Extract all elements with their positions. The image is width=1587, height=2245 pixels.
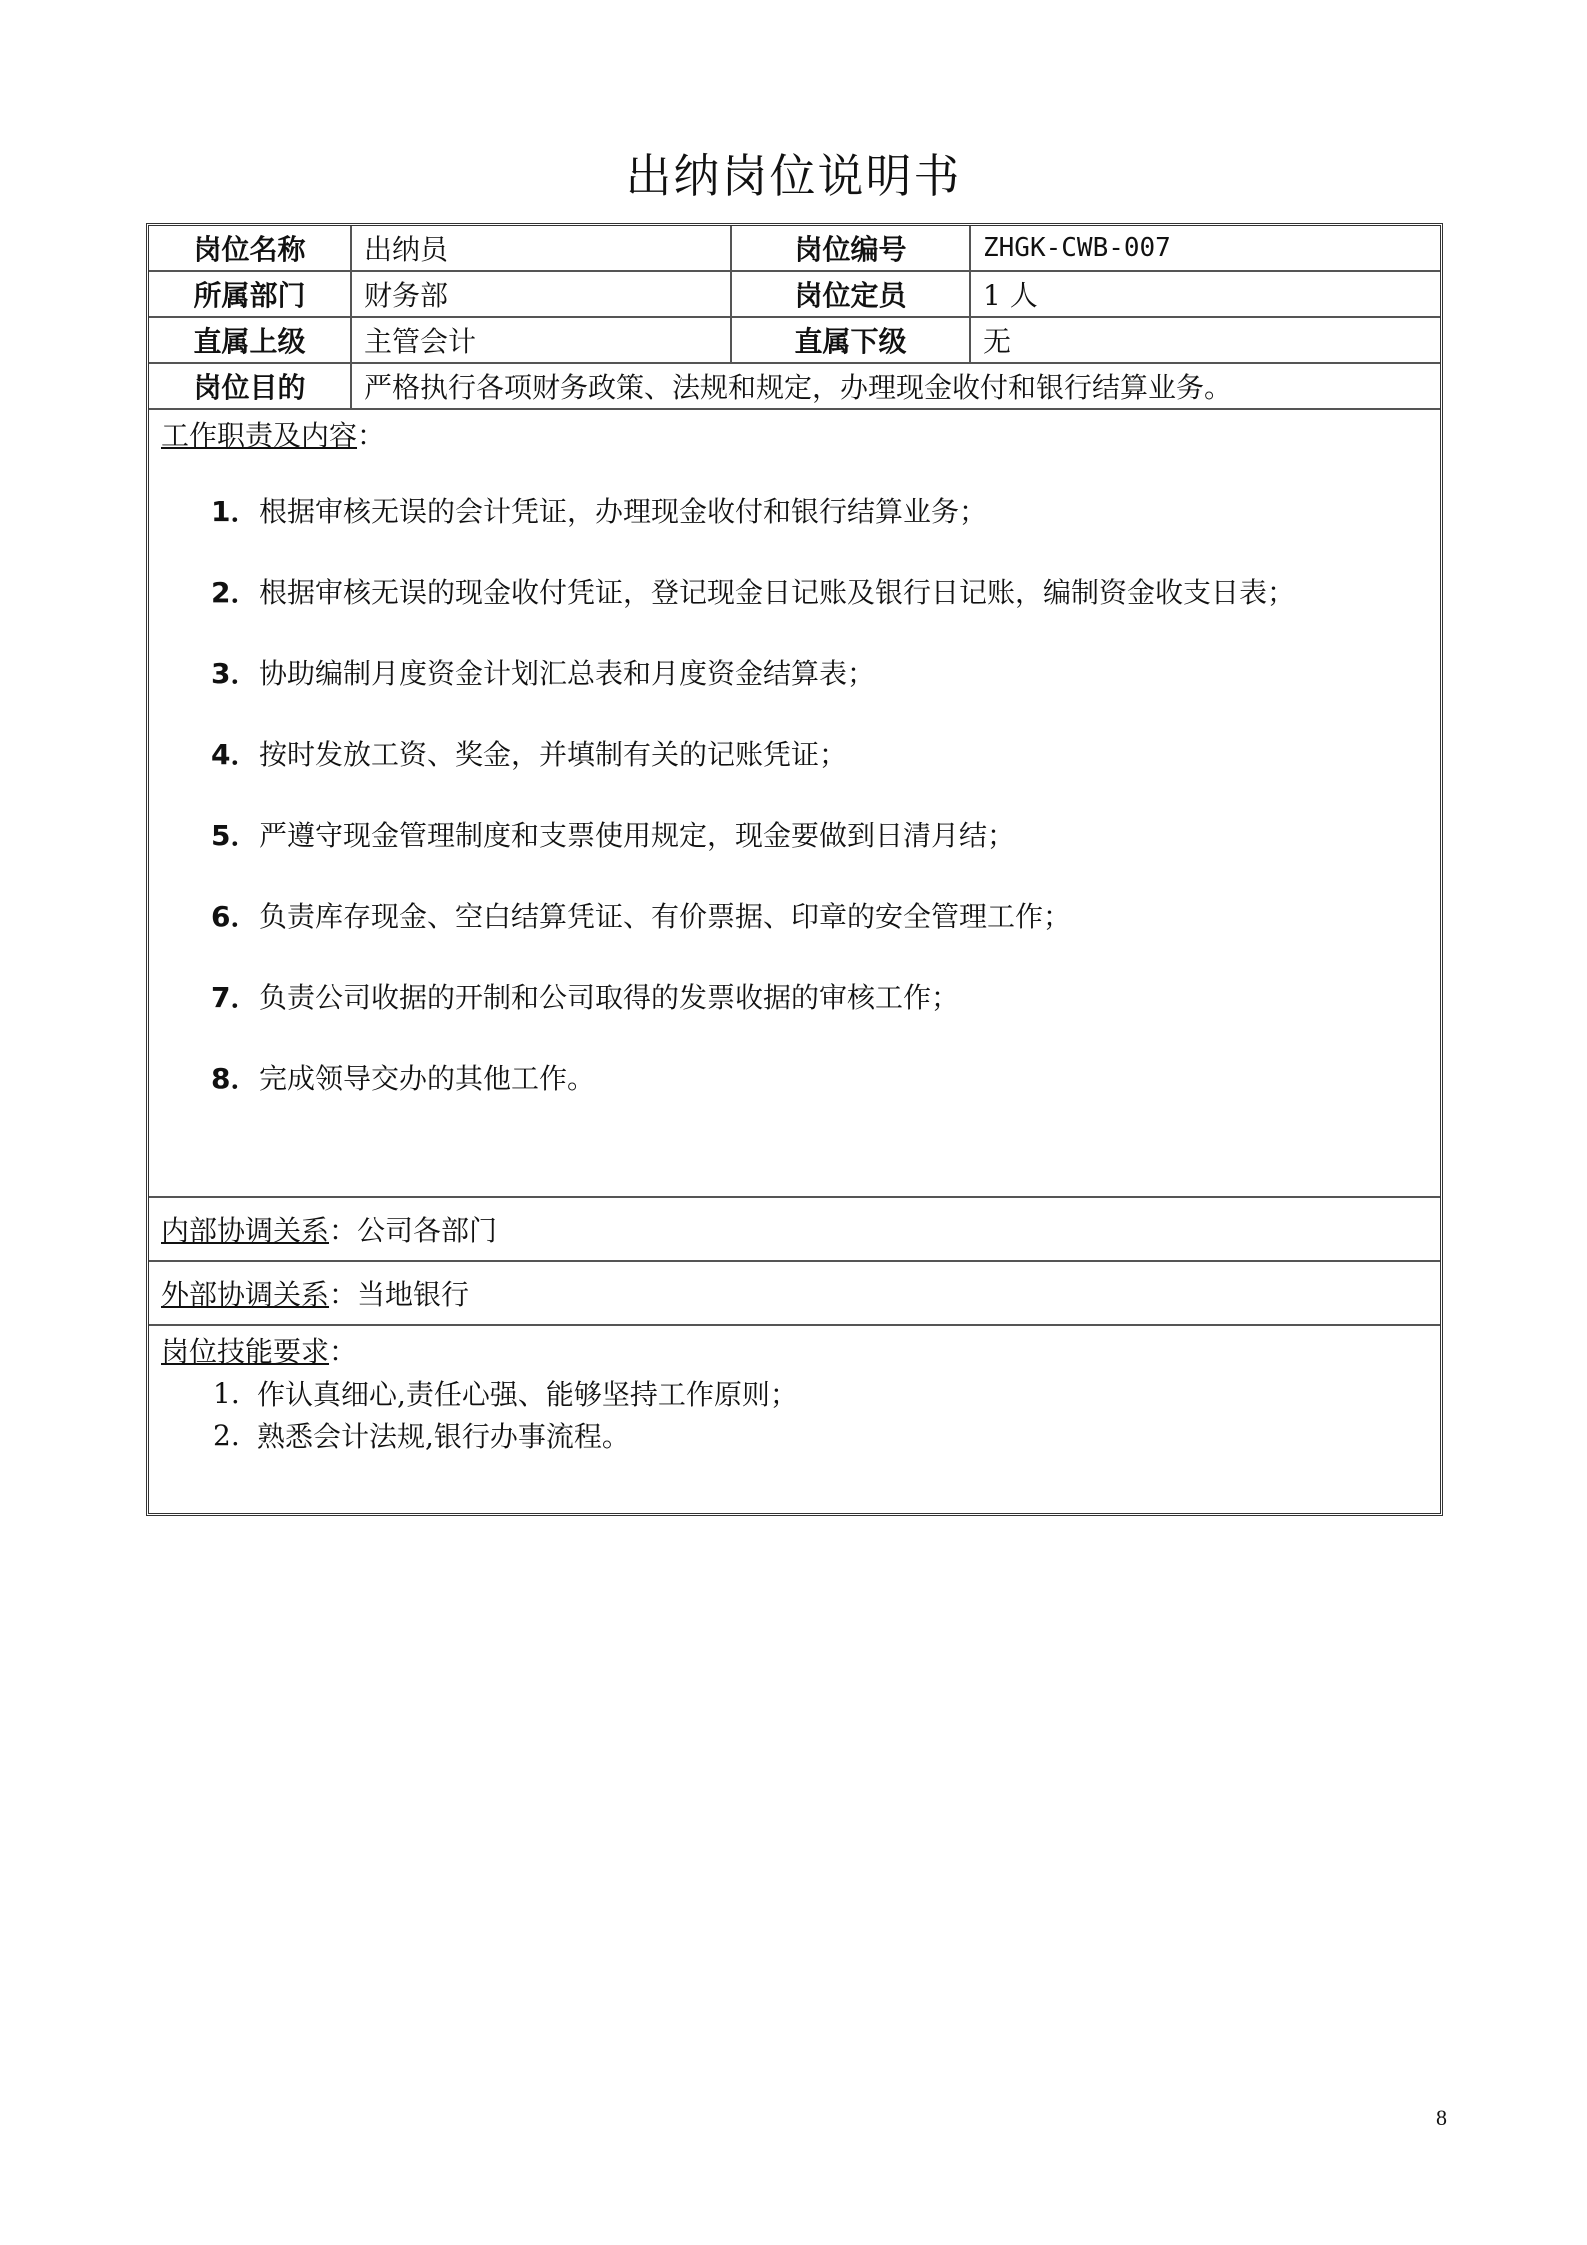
label-subordinate: 直属下级	[732, 318, 971, 362]
duty-number: 4．	[211, 738, 259, 771]
duty-text: 根据审核无误的现金收付凭证，登记现金日记账及银行日记账，编制资金收支日表；	[259, 576, 1296, 609]
duty-number: 1．	[211, 495, 259, 528]
duties-list	[211, 490, 1295, 1138]
duty-number: 6．	[211, 900, 259, 933]
skills-list	[161, 1372, 1428, 1456]
external-relations-block	[149, 1262, 1440, 1324]
external-relations-section	[149, 1262, 1440, 1326]
internal-relations-value: 公司各部门	[357, 1214, 498, 1247]
external-relations-value: 当地银行	[357, 1278, 470, 1311]
value-superior: 主管会计	[352, 318, 732, 362]
duty-number: 2．	[211, 576, 259, 609]
duty-item	[211, 652, 1295, 733]
label-purpose: 岗位目的	[149, 364, 352, 408]
value-department: 财务部	[352, 272, 732, 316]
info-row-name	[149, 226, 1440, 272]
duty-item	[211, 895, 1295, 976]
internal-relations-colon: ：	[329, 1214, 358, 1247]
duties-block	[149, 410, 1440, 1196]
duties-heading-colon: ：	[357, 419, 386, 452]
label-position-code: 岗位编号	[732, 226, 971, 270]
duties-section	[149, 410, 1440, 1198]
value-position-code: ZHGK-CWB-007	[983, 233, 1171, 263]
label-department: 所属部门	[149, 272, 352, 316]
internal-relations-label: 内部协调关系	[161, 1214, 330, 1247]
label-headcount: 岗位定员	[732, 272, 971, 316]
skill-number: 2.	[213, 1418, 240, 1452]
duty-text: 协助编制月度资金计划汇总表和月度资金结算表；	[259, 657, 876, 690]
skill-item	[213, 1372, 1428, 1414]
info-row-purpose	[149, 364, 1440, 410]
duty-item	[211, 490, 1295, 571]
skills-block	[149, 1326, 1440, 1513]
duty-item	[211, 976, 1295, 1057]
internal-relations-block	[149, 1198, 1440, 1260]
skills-section	[149, 1326, 1440, 1513]
duty-text: 严遵守现金管理制度和支票使用规定，现金要做到日清月结；	[259, 819, 1016, 852]
skill-text: 熟悉会计法规,银行办事流程。	[257, 1420, 630, 1453]
duty-item	[211, 733, 1295, 814]
skills-heading: 岗位技能要求	[161, 1335, 330, 1368]
skill-text: 作认真细心,责任心强、能够坚持工作原则；	[257, 1378, 798, 1411]
value-purpose: 严格执行各项财务政策、法规和规定，办理现金收付和银行结算业务。	[364, 371, 1233, 404]
duty-number: 7．	[211, 981, 259, 1014]
duty-text: 负责公司收据的开制和公司取得的发票收据的审核工作；	[259, 981, 960, 1014]
internal-relations-section	[149, 1198, 1440, 1262]
label-superior: 直属上级	[149, 318, 352, 362]
duty-text: 负责库存现金、空白结算凭证、有价票据、印章的安全管理工作；	[259, 900, 1072, 933]
value-subordinate: 无	[983, 325, 1012, 358]
duty-text: 根据审核无误的会计凭证，办理现金收付和银行结算业务；	[259, 495, 988, 528]
duty-item	[211, 814, 1295, 895]
page-number: 8	[1436, 2105, 1447, 2130]
duty-text: 完成领导交办的其他工作。	[259, 1062, 596, 1095]
external-relations-label: 外部协调关系	[161, 1278, 330, 1311]
duty-text: 按时发放工资、奖金，并填制有关的记账凭证；	[259, 738, 848, 771]
label-position-name: 岗位名称	[149, 226, 352, 270]
value-headcount: 1 人	[983, 279, 1038, 312]
skill-number: 1.	[213, 1376, 240, 1410]
duty-item	[211, 571, 1295, 652]
duty-number: 5．	[211, 819, 259, 852]
skill-item	[213, 1414, 1428, 1456]
duty-number: 8．	[211, 1062, 259, 1095]
duty-item	[211, 1057, 1295, 1138]
external-relations-colon: ：	[329, 1278, 358, 1311]
duty-number: 3．	[211, 657, 259, 690]
job-description-table	[146, 223, 1443, 1516]
value-position-name: 出纳员	[352, 226, 732, 270]
info-row-reporting	[149, 318, 1440, 364]
duties-heading: 工作职责及内容	[161, 419, 358, 452]
skills-heading-colon: ：	[329, 1335, 358, 1368]
info-row-department	[149, 272, 1440, 318]
document-title: 出纳岗位说明书	[625, 149, 962, 203]
